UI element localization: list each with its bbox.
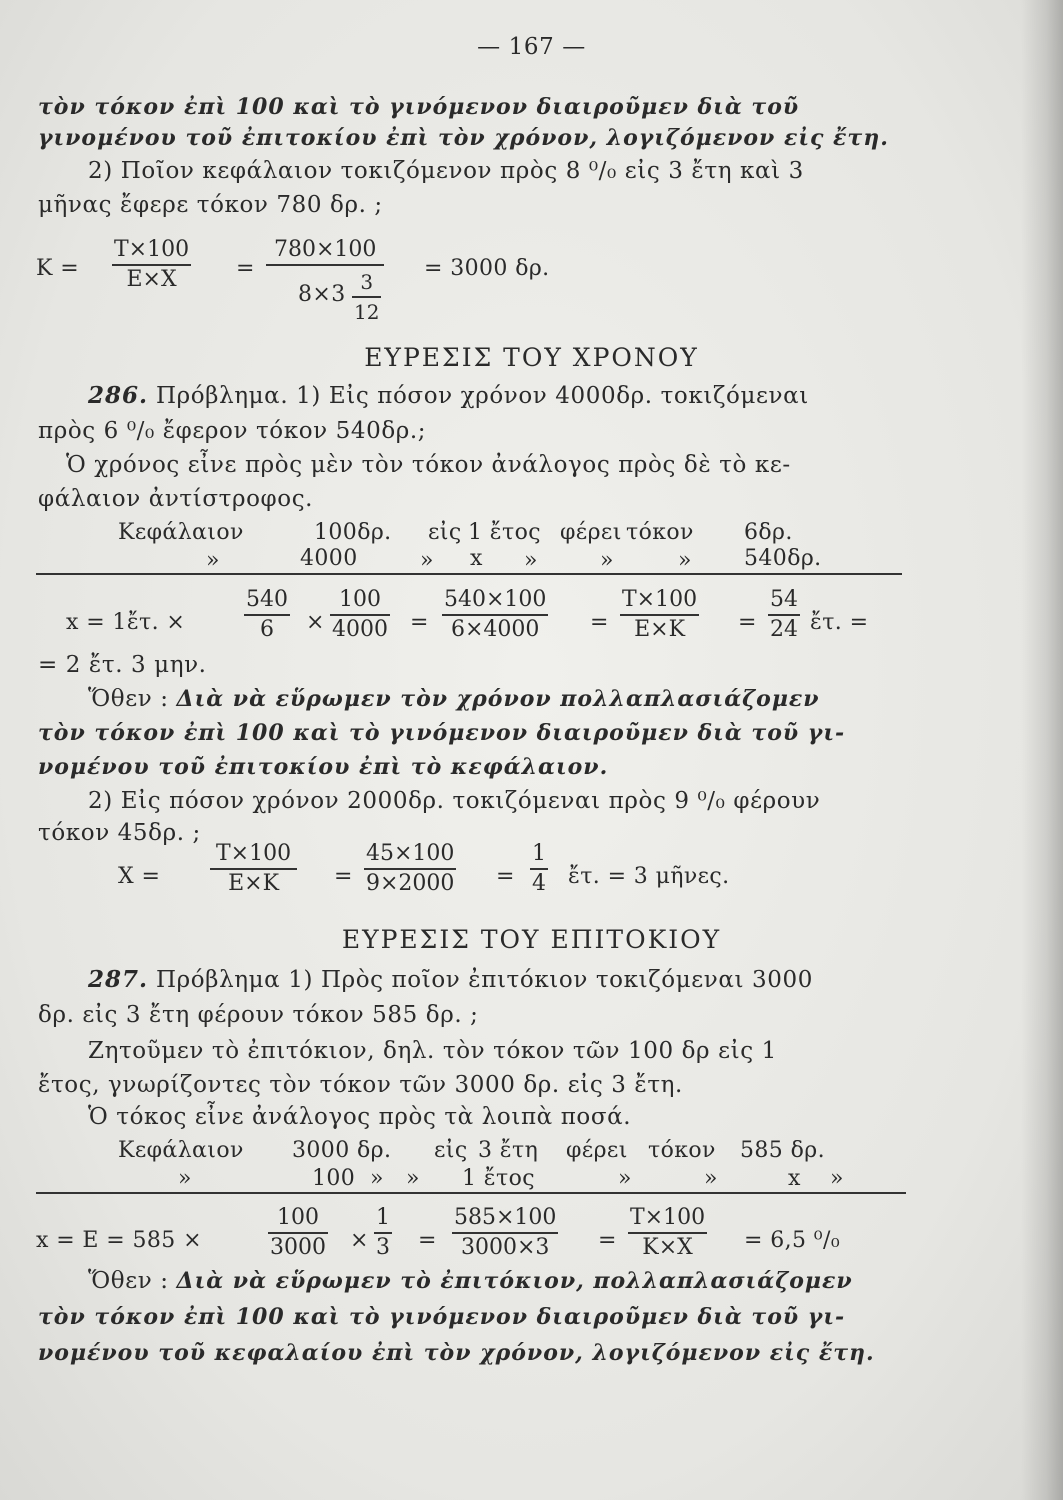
fraction-numerator: 585×100 xyxy=(452,1204,558,1234)
times-sign: × xyxy=(306,610,325,635)
fraction-numerator: T×100 xyxy=(620,586,699,616)
fraction-numerator: 100 xyxy=(268,1204,328,1234)
problem-number: 287. xyxy=(88,966,149,993)
fraction-numerator: 1 xyxy=(530,840,548,870)
table-row-1-c1: Κεφάλαιον xyxy=(118,1138,244,1163)
time-example-2-line-1: 2) Εἰς πόσον χρόνον 2000δρ. τοκιζόμεναι πρὸς 9 ⁰/₀ φέρουν xyxy=(88,788,821,814)
capital-formula-denominator-part: 8×3 xyxy=(298,282,346,307)
equals-sign: = xyxy=(590,610,609,635)
times-sign: × xyxy=(350,1228,369,1253)
table-row-2-c7: » xyxy=(704,1166,718,1191)
fraction-numerator: T×100 xyxy=(112,236,191,266)
table-row-2-c7: » xyxy=(678,548,692,573)
time-formula-fraction-e xyxy=(768,586,800,644)
problem-text: Πρόβλημα 1) Πρὸς ποῖον ἐπιτόκιον τοκιζόμεναι 3000 xyxy=(155,967,813,993)
rule-lead: Ὅθεν : xyxy=(88,1268,169,1294)
capital-formula-fraction-2 xyxy=(266,236,384,266)
fraction-denominator: K×X xyxy=(642,1235,693,1260)
fraction-numerator: 780×100 xyxy=(266,236,384,266)
rate-rule-line-3: νομένου τοῦ κεφαλαίου ἐπὶ τὸν χρόνον, λογιζόμενον εἰς ἔτη. xyxy=(38,1340,875,1366)
fraction-denominator: 3 xyxy=(376,1235,390,1260)
table-row-2-c6: » xyxy=(618,1166,632,1191)
time-formula-continuation: = 2 ἔτ. 3 μην. xyxy=(38,652,207,678)
rate-formula-fraction-b xyxy=(374,1204,392,1262)
fraction-denominator: 6×4000 xyxy=(451,617,540,642)
fraction-numerator: 1 xyxy=(374,1204,392,1234)
fraction-numerator: 540×100 xyxy=(442,586,548,616)
time-example-2-fraction-3 xyxy=(530,840,548,898)
table-divider xyxy=(36,573,902,575)
fraction-denominator: 9×2000 xyxy=(366,871,455,896)
intro-line-2: γινομένου τοῦ ἐπιτοκίου ἐπὶ τὸν χρόνον, λογιζόμενον εἰς ἔτη. xyxy=(38,125,889,151)
table-row-1-c4: 3 ἔτη xyxy=(478,1138,539,1163)
page-edge-shadow xyxy=(1021,0,1063,1500)
table-row-2-c4: x xyxy=(470,546,483,571)
equals-sign: = xyxy=(410,610,429,635)
problem-287-line-3: Ζητοῦμεν τὸ ἐπιτόκιον, δηλ. τὸν τόκον τῶν 100 δρ εἰς 1 xyxy=(88,1038,777,1064)
time-example-2-fraction-2 xyxy=(364,840,456,898)
problem-287-line-2: δρ. εἰς 3 ἔτη φέρουν τόκον 585 δρ. ; xyxy=(38,1002,479,1028)
table-row-2-c8: 540δρ. xyxy=(744,546,822,571)
table-row-2-c2: 4000 xyxy=(300,546,358,571)
capital-formula-nested-fraction xyxy=(352,268,381,326)
time-example-2-fraction-1 xyxy=(210,840,297,898)
table-row-1-c7: 6δρ. xyxy=(744,520,793,545)
heading-rate: ΕΥΡΕΣΙΣ ΤΟΥ ΕΠΙΤΟΚΙΟΥ xyxy=(341,925,722,954)
rate-formula-tail: = 6,5 ⁰/₀ xyxy=(744,1228,841,1253)
problem-286-line-3: Ὁ χρόνος εἶνε πρὸς μὲν τὸν τόκον ἀνάλογος πρὸς δὲ τὸ κε- xyxy=(66,452,791,478)
rate-rule-line-2: τὸν τόκον ἐπὶ 100 καὶ τὸ γινόμενον διαιροῦμεν διὰ τοῦ γι- xyxy=(38,1304,846,1330)
fraction-denominator: 3000×3 xyxy=(461,1235,550,1260)
capital-formula-lhs: Κ = xyxy=(36,256,80,281)
problem-287-line-4: ἔτος, γνωρίζοντες τὸν τόκον τῶν 3000 δρ. εἰς 3 ἔτη. xyxy=(38,1072,683,1098)
time-formula-fraction-d xyxy=(620,586,699,644)
fraction-denominator: E×K xyxy=(228,871,280,896)
problem-287-line-5: Ὁ τόκος εἶνε ἀνάλογος πρὸς τὰ λοιπὰ ποσά. xyxy=(88,1104,632,1130)
fraction-numerator: 45×100 xyxy=(364,840,456,870)
table-row-1-c7: 585 δρ. xyxy=(740,1138,825,1163)
time-formula-tail: ἔτ. = xyxy=(810,610,869,635)
rule-text: Διὰ νὰ εὕρωμεν τὸ ἐπιτόκιον, πολλαπλασιάζομεν xyxy=(176,1268,853,1294)
fraction-numerator: 54 xyxy=(768,586,800,616)
equals-sign: = xyxy=(738,610,757,635)
fraction-denominator: 4 xyxy=(532,871,546,896)
table-divider xyxy=(36,1192,906,1194)
table-row-2-c6: » xyxy=(600,548,614,573)
time-formula-fraction-c xyxy=(442,586,548,644)
table-row-1-c2: 3000 δρ. xyxy=(292,1138,392,1163)
time-formula-lhs: x = 1ἔτ. × xyxy=(66,610,186,635)
capital-example-line-2: μῆνας ἔφερε τόκον 780 δρ. ; xyxy=(38,192,383,218)
problem-number: 286. xyxy=(88,382,149,409)
table-row-2-c2: 100 xyxy=(312,1166,356,1191)
rate-formula-lhs: x = E = 585 × xyxy=(36,1228,202,1253)
equals-sign: = xyxy=(334,864,353,889)
table-row-2-c3: » xyxy=(370,1166,384,1191)
equals-sign: = xyxy=(598,1228,617,1253)
fraction-numerator: 3 xyxy=(352,268,381,298)
fraction-numerator: 100 xyxy=(330,586,390,616)
fraction-numerator: T×100 xyxy=(628,1204,707,1234)
page-number: — 167 — xyxy=(477,34,586,60)
problem-287-line-1 xyxy=(88,966,813,993)
fraction-denominator: 3000 xyxy=(270,1235,326,1260)
table-row-2-c9: » xyxy=(830,1166,844,1191)
time-example-2-lhs: X = xyxy=(118,864,161,889)
table-row-2-c5: 1 ἔτος xyxy=(462,1166,535,1191)
time-rule-line-1 xyxy=(88,686,820,712)
equals-sign: = xyxy=(496,864,515,889)
heading-time: ΕΥΡΕΣΙΣ ΤΟΥ ΧΡΟΝΟΥ xyxy=(364,343,699,372)
rate-formula-fraction-d xyxy=(628,1204,707,1262)
time-formula-fraction-a xyxy=(244,586,290,644)
time-formula-fraction-b xyxy=(330,586,390,644)
table-row-2-c1: » xyxy=(206,548,220,573)
fraction-denominator: 24 xyxy=(770,617,798,642)
time-example-2-line-2: τόκον 45δρ. ; xyxy=(38,820,201,846)
fraction-denominator: E×X xyxy=(126,267,177,292)
problem-286-line-1 xyxy=(88,382,809,409)
table-row-1-c5: φέρει xyxy=(560,520,622,545)
problem-text: Πρόβλημα. 1) Εἰς πόσον χρόνον 4000δρ. τοκιζόμεναι xyxy=(155,383,809,409)
time-rule-line-3: νομένου τοῦ ἐπιτοκίου ἐπὶ τὸ κεφάλαιον. xyxy=(38,754,609,780)
rate-formula-fraction-c xyxy=(452,1204,558,1262)
fraction-denominator: E×K xyxy=(634,617,686,642)
table-row-1-c3: εἰς xyxy=(428,520,462,545)
table-row-1-c4: 1 ἔτος xyxy=(468,520,541,545)
table-row-1-c5: φέρει xyxy=(566,1138,628,1163)
fraction-denominator: 4000 xyxy=(332,617,388,642)
table-row-2-c8: x xyxy=(788,1166,801,1191)
rate-formula-fraction-a xyxy=(268,1204,328,1262)
fraction-numerator: T×100 xyxy=(210,840,297,870)
problem-286-line-2: πρὸς 6 ⁰/₀ ἔφερον τόκον 540δρ.; xyxy=(38,418,427,444)
table-row-1-c6: τόκον xyxy=(626,520,694,545)
capital-formula-fraction-1 xyxy=(112,236,191,294)
equals-sign: = xyxy=(236,256,255,281)
table-row-2-c3: » xyxy=(420,548,434,573)
table-row-2-c5: » xyxy=(524,548,538,573)
fraction-denominator: 12 xyxy=(354,300,380,324)
table-row-2-c1: » xyxy=(178,1166,192,1191)
fraction-denominator: 6 xyxy=(260,617,274,642)
time-rule-line-2: τὸν τόκον ἐπὶ 100 καὶ τὸ γινόμενον διαιροῦμεν διὰ τοῦ γι- xyxy=(38,720,846,746)
capital-example-line-1: 2) Ποῖον κεφάλαιον τοκιζόμενον πρὸς 8 ⁰/₀ εἰς 3 ἔτη καὶ 3 xyxy=(88,158,804,184)
table-row-1-c2: 100δρ. xyxy=(314,520,392,545)
intro-line-1: τὸν τόκον ἐπὶ 100 καὶ τὸ γινόμενον διαιροῦμεν διὰ τοῦ xyxy=(38,94,800,120)
rule-text: Διὰ νὰ εὕρωμεν τὸν χρόνον πολλαπλασιάζομεν xyxy=(176,686,820,712)
table-row-2-c4: » xyxy=(406,1166,420,1191)
fraction-numerator: 540 xyxy=(244,586,290,616)
time-example-2-tail: ἔτ. = 3 μῆνες. xyxy=(568,864,730,889)
table-row-1-c6: τόκον xyxy=(648,1138,716,1163)
rate-rule-line-1 xyxy=(88,1268,853,1294)
rule-lead: Ὅθεν : xyxy=(88,686,169,712)
equals-sign: = xyxy=(418,1228,437,1253)
table-row-1-c3: εἰς xyxy=(434,1138,468,1163)
table-row-1-c1: Κεφάλαιον xyxy=(118,520,244,545)
problem-286-line-4: φάλαιον ἀντίστροφος. xyxy=(38,486,314,512)
capital-formula-result: = 3000 δρ. xyxy=(424,256,550,281)
